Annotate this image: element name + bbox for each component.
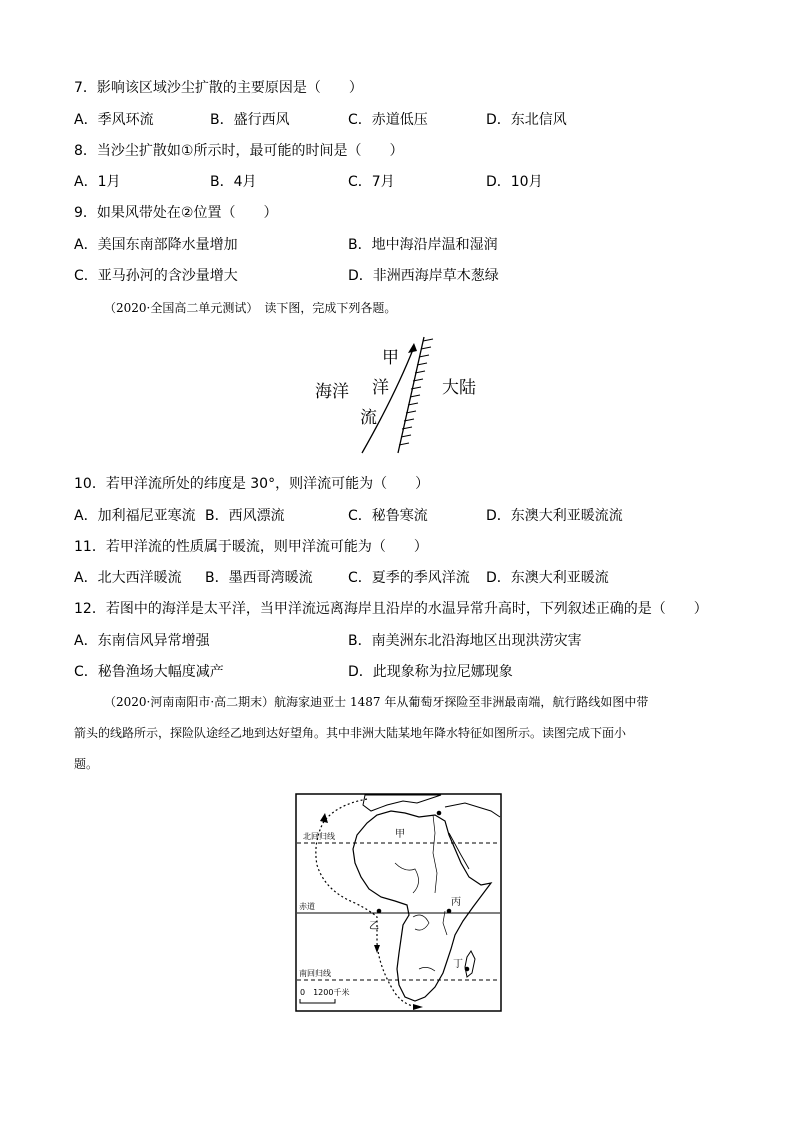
q9-stem: 9．如果风带处在②位置（ ） [74,205,278,221]
marker-ding [465,967,470,972]
q12-stem: 12．若图中的海洋是太平洋，当甲洋流远离海岸且沿岸的水温异常升高时，下列叙述正确的是（ ） [74,601,708,617]
place-label-yi: 乙 [369,921,379,932]
q12-option-d: D．此现象称为拉尼娜现象 [348,664,513,680]
coast-hatching [399,339,433,445]
q9-option-b: B．地中海沿岸温和湿润 [348,237,498,253]
q8-option-c: C．7月 [348,174,395,190]
ocean-label: 海洋 [315,382,349,402]
intro-paragraph-2-line-2: 箭头的线路所示，探险队途经乙地到达好望角。其中非洲大陆某地年降水特征如图所示。读图完成下面小 [74,726,627,740]
q11-option-a: A．北大西洋暖流 [74,570,182,586]
continent-label: 大陆 [442,378,476,398]
q7-option-d: D．东北信风 [486,112,567,128]
q7-option-a: A．季风环流 [74,112,154,128]
current-char-1: 甲 [382,348,399,368]
current-char-3: 流 [360,408,377,428]
ocean-current-figure [300,335,500,455]
q10-option-a: A．加利福尼亚寒流 [74,508,196,524]
marker-jia [437,811,442,816]
q9-option-d: D．非洲西海岸草木葱绿 [348,268,499,284]
current-char-2: 洋 [372,378,389,398]
africa-map-figure [295,793,503,1013]
q11-option-d: D．东澳大利亚暖流 [486,570,609,586]
q8-stem: 8．当沙尘扩散如①所示时，最可能的时间是（ ） [74,143,404,159]
q12-option-a: A．东南信风异常增强 [74,633,210,649]
q10-option-b: B．西风漂流 [205,508,285,524]
intro-paragraph-2-line-3: 题。 [74,757,99,771]
q12-option-b: B．南美洲东北沿海地区出现洪涝灾害 [348,633,582,649]
q10-option-d: D．东澳大利亚暖流流 [486,508,623,524]
q9-option-a: A．美国东南部降水量增加 [74,237,238,253]
q7-stem: 7．影响该区域沙尘扩散的主要原因是（ ） [74,80,363,96]
current-arrowhead-icon [408,343,417,353]
q11-option-b: B．墨西哥湾暖流 [205,570,313,586]
q11-option-c: C．夏季的季风洋流 [348,570,470,586]
q10-option-c: C．秘鲁寒流 [348,508,428,524]
place-label-ding: 丁 [453,959,463,970]
tropic-of-cancer-label: 北回归线 [303,832,335,841]
scale-label: 0 1200千米 [300,988,350,997]
q10-stem: 10．若甲洋流所处的纬度是 30°，则洋流可能为（ ） [74,476,430,492]
marker-bing [447,909,452,914]
q12-option-c: C．秘鲁渔场大幅度减产 [74,664,224,680]
marker-yi [377,909,382,914]
equator-label: 赤道 [299,902,315,911]
tropic-of-capricorn-label: 南回归线 [299,969,331,978]
q8-option-d: D．10月 [486,174,543,190]
place-label-bing: 丙 [451,897,461,908]
q7-option-c: C．赤道低压 [348,112,428,128]
intro-paragraph-1: （2020·全国高二单元测试） 读下图，完成下列各题。 [104,301,397,315]
q7-option-b: B．盛行西风 [210,112,290,128]
q8-option-a: A．1月 [74,174,121,190]
intro-paragraph-2-line-1: （2020·河南南阳市·高二期末）航海家迪亚士 1487 年从葡萄牙探险至非洲最南端，航行路线如图中带 [104,695,649,709]
q9-option-c: C．亚马孙河的含沙量增大 [74,268,238,284]
q8-option-b: B．4月 [210,174,257,190]
q11-stem: 11．若甲洋流的性质属于暖流，则甲洋流可能为（ ） [74,539,428,555]
place-label-jia: 甲 [395,829,405,840]
